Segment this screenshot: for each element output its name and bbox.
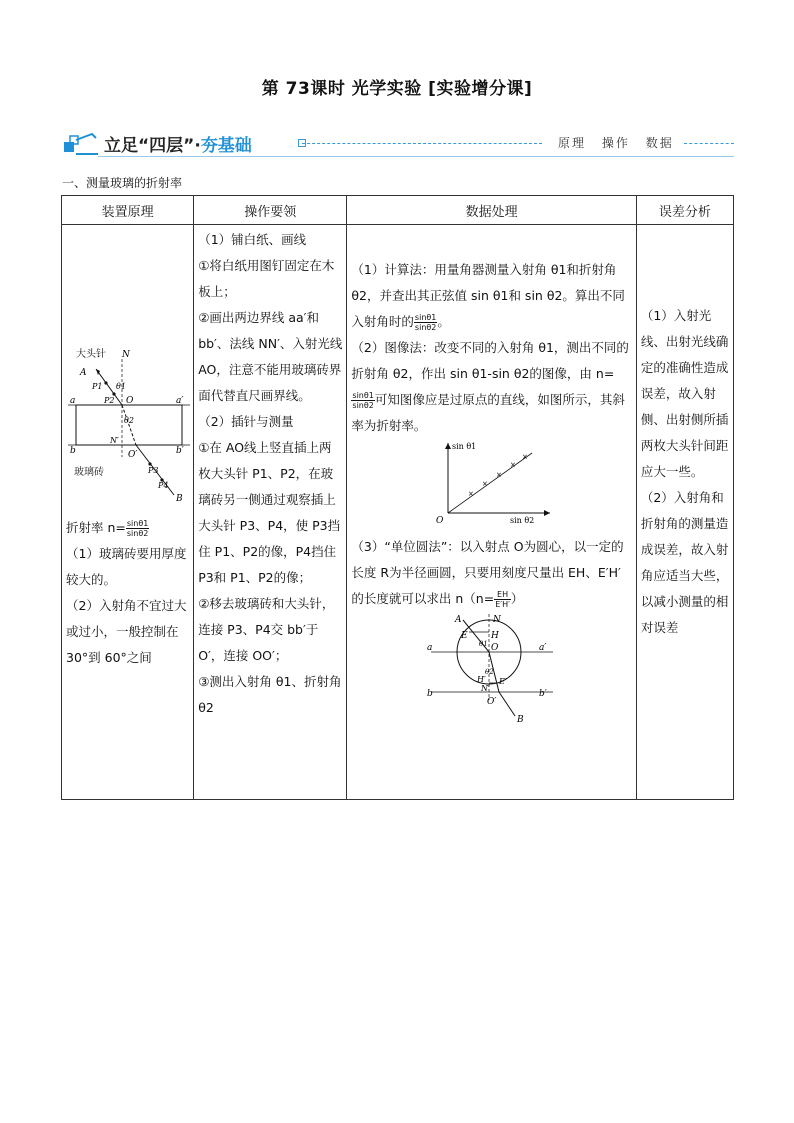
banner-lead: 立足“四层”· [104, 136, 201, 156]
table-row [62, 225, 734, 800]
method-circle-text: （3）“单位圆法”：以入射点 O为圆心，以一定的长度 R为半径画圆，只要用刻度尺量出 EH、E′H′的长度就可以求出 n（n= [351, 539, 624, 606]
header-error: 误差分析 [636, 196, 733, 225]
circle-label-a: a [426, 643, 432, 653]
label-P3: P3 [148, 466, 159, 475]
circle-label-O-prime: O′ [486, 697, 497, 707]
error-point: （1）入射光线、出射光线确定的准确性造成误差，故入射侧、出射侧所插两枚大头针间距应大一些。 [640, 308, 729, 479]
cell-operation [194, 225, 347, 800]
label-theta2: θ2 [124, 416, 134, 425]
label-P4: P4 [158, 481, 169, 490]
banner-heading [104, 131, 252, 156]
graph-point: × [495, 471, 502, 479]
section-banner [62, 128, 734, 158]
method-calc-fraction [414, 313, 437, 332]
setup-note-2: （2）入射角不宜过大或过小，一般控制在 30°到 60°之间 [66, 598, 187, 665]
graph-point: × [481, 480, 488, 488]
circle-num: EH [494, 590, 511, 600]
table-header-row [62, 196, 734, 225]
graph-origin: O [435, 516, 443, 525]
circle-label-N-prime: N′ [480, 684, 490, 693]
circle-label-theta2: θ2 [484, 668, 494, 676]
page-title: 第 73课时 光学实验 [实验增分课] [261, 79, 533, 99]
formula-denominator: sinθ2 [126, 529, 149, 538]
header-operation: 操作要领 [194, 196, 347, 225]
tag-data: 数据 [645, 136, 674, 150]
graph-den: sinθ2 [352, 401, 374, 410]
calc-num: sinθ1 [414, 313, 437, 322]
circle-label-N: N [492, 615, 501, 625]
section-title: 一、测量玻璃的折射率 [62, 176, 183, 190]
label-a: a [70, 396, 76, 406]
circle-label-b: b [426, 689, 433, 699]
circle-label-E: E [460, 631, 468, 641]
tag-principle: 原理 [558, 136, 587, 150]
refraction-formula [66, 515, 189, 541]
label-pin: 大头针 [76, 349, 106, 360]
method-circle-fraction [494, 590, 511, 609]
calc-den: sinθ2 [414, 323, 437, 332]
method-calc-end: 。 [437, 314, 450, 329]
circle-label-theta1: θ1 [478, 640, 488, 648]
graph-num: sinθ1 [352, 391, 374, 400]
operation-step: ①将白纸用图钉固定在木板上； [198, 258, 335, 299]
method-calculation [351, 257, 631, 335]
label-theta1: θ1 [116, 382, 126, 391]
circle-label-B: B [516, 715, 524, 724]
method-graph-text: （2）图像法：改变不同的入射角 θ1，测出不同的折射角 θ2，作出 sin θ1-sin θ2的图像，由 n= [351, 340, 629, 381]
banner-divider-right [684, 143, 734, 144]
label-a-prime: a′ [176, 396, 184, 406]
graph-xlabel: sin θ2 [509, 516, 534, 525]
circle-label-a-prime: a′ [538, 643, 547, 653]
banner-tags [548, 134, 674, 151]
label-O: O [126, 396, 134, 406]
circle-label-E-prime: E′ [498, 677, 507, 686]
formula-fraction [126, 519, 149, 538]
method-graph-end: 可知图像应是过原点的直线，如图所示，其斜率为折射率。 [351, 392, 625, 433]
operation-step: ①在 AO线上竖直插上两枚大头针 P1、P2，在玻璃砖另一侧通过观察插上大头针 P3、P4，使 P3挡住 P1、P2的像，P4挡住 P3和 P1、P2的像； [198, 440, 341, 585]
circle-den: E′H′ [495, 600, 510, 609]
circle-label-H-prime: H′ [476, 675, 486, 684]
label-P2: P2 [104, 396, 115, 405]
circle-label-b-prime: b′ [538, 689, 547, 699]
label-P1: P1 [92, 382, 103, 391]
label-b-prime: b′ [176, 446, 184, 456]
error-point: （2）入射角和折射角的测量造成误差，故入射角应适当大些，以减小测量的相对误差 [640, 490, 729, 635]
operation-step: ②移去玻璃砖和大头针，连接 P3、P4交 bb′于 O′，连接 OO′； [198, 596, 335, 663]
method-unit-circle [351, 534, 631, 612]
label-A: A [80, 368, 87, 378]
graph-point: × [467, 490, 474, 498]
label-glass: 玻璃砖 [74, 467, 104, 478]
graph-point: × [509, 461, 516, 469]
sin-graph [432, 439, 552, 525]
graph-point: × [521, 453, 528, 461]
glass-refraction-diagram [66, 345, 190, 515]
label-N-prime: N′ [110, 436, 119, 445]
operation-step: ③测出入射角 θ1、折射角 θ2 [198, 674, 342, 715]
label-B: B [176, 494, 183, 504]
tag-operation: 操作 [601, 136, 630, 150]
banner-underline [98, 156, 734, 157]
label-b: b [70, 446, 76, 456]
operation-step: （2）插针与测量 [198, 414, 294, 429]
header-data: 数据处理 [347, 196, 636, 225]
cell-data-processing [347, 225, 636, 800]
unit-circle-diagram [427, 612, 557, 724]
method-graph-fraction [351, 391, 374, 410]
cell-error-analysis [636, 225, 733, 800]
circle-label-A: A [454, 615, 462, 625]
formula-numerator: sinθ1 [126, 519, 149, 528]
sin-graph-wrap [351, 439, 631, 534]
method-graph [351, 335, 631, 439]
circle-label-H: H [490, 631, 499, 641]
method-calc-text: （1）计算法：用量角器测量入射角 θ1和折射角 θ2，并查出其正弦值 sin θ1和 sin θ2。算出不同入射角时的 [351, 262, 625, 329]
experiment-table [61, 195, 734, 800]
formula-prefix: 折射率 n= [66, 520, 126, 535]
circle-label-O: O [490, 643, 498, 653]
operation-step: （1）铺白纸、画线 [198, 232, 307, 247]
banner-logo-icon [62, 130, 98, 156]
label-N: N [122, 350, 130, 360]
header-setup: 装置原理 [62, 196, 194, 225]
setup-note-1: （1）玻璃砖要用厚度较大的。 [66, 546, 187, 587]
cell-setup [62, 225, 194, 800]
graph-ylabel: sin θ1 [451, 442, 476, 451]
method-circle-end: ） [510, 591, 524, 606]
banner-accent: 夯基础 [200, 136, 252, 156]
unit-circle-wrap [351, 612, 631, 733]
operation-step: ②画出两边界线 aa′和 bb′、法线 NN′、入射光线 AO，注意不能用玻璃砖界面代替直尺画界线。 [198, 310, 343, 403]
label-O-prime: O′ [128, 450, 138, 460]
banner-divider [302, 143, 542, 144]
